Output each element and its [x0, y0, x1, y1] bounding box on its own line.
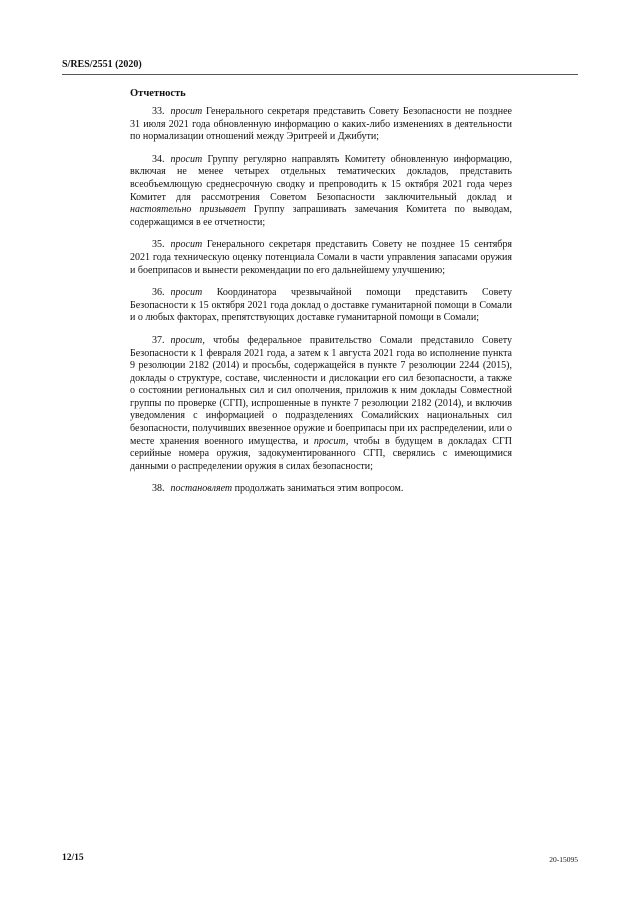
paragraph-text-continued: Группу запрашивать замечания Комитета по выводам, содержащимся в ее отчетности;	[130, 204, 512, 228]
paragraph-number: 34.	[152, 153, 165, 165]
paragraph-text: Генерального секретаря представить Совету не позднее 15 сентября 2021 года техническую оценку потенциала Сомали в части управления запасами оружия и боеприпасов и вынести рекомендации по его дальнейшему улучшению;	[130, 239, 512, 276]
operative-verb-secondary: настоятельно призывает	[130, 204, 246, 216]
body-text	[130, 106, 512, 506]
operative-verb: просит	[170, 106, 203, 117]
operative-verb: просит	[170, 287, 203, 299]
operative-verb: просит	[170, 153, 203, 165]
paragraph-34	[130, 154, 512, 230]
paragraph-number: 35.	[152, 239, 165, 251]
paragraph-text: чтобы федеральное правительство Сомали представило Совету Безопасности к 1 февраля 2021 года, а затем к 1 августа 2021 года во исполнение пункта 9 резолюции 2182 (2014) и просьбы, содержащейся в пункте 7 резолюции 2244 (2015), доклады о структуре, составе, численности и дислокации его сил безопасности, а также о состоянии региональных сил и сил ополчения, приложив к ним доклады Совместной группы по проверке (СГП), испрошенные в пункте 7 резолюции 2182 (2014), и включив уведомления с информацией о подразделениях Сомалийских национальных сил безопасности, получивших ввезенное оружие и боеприпасы при их распределении, или о месте хранения военного имущества, и	[130, 334, 512, 447]
operative-verb-secondary: просит,	[313, 435, 349, 447]
operative-verb: просит,	[170, 334, 205, 346]
paragraph-number: 33.	[152, 106, 165, 117]
section-title: Отчетность	[130, 88, 186, 99]
paragraph-text-continued: чтобы в будущем в докладах СГП серийные номера оружия, задокументированного СГП, сверялись с имеющимися данными о распределении оружия в силах безопасности;	[130, 435, 512, 472]
footer-document-code: 20-15095	[549, 855, 578, 864]
paragraph-37	[130, 335, 512, 474]
footer-page-number: 12/15	[62, 853, 84, 863]
paragraph-text: продолжать заниматься этим вопросом.	[232, 483, 404, 495]
paragraph-number: 38.	[152, 483, 165, 495]
paragraph-text: Координатора чрезвычайной помощи представить Совету Безопасности к 15 октября 2021 года доклад о доставке гуманитарной помощи в Сомали и о любых факторах, препятствующих доставке гуманитарной помощи в Сомали;	[130, 287, 512, 324]
header-symbol: S/RES/2551 (2020)	[62, 59, 142, 70]
paragraph-38	[130, 483, 512, 496]
paragraph-33	[130, 106, 512, 144]
paragraph-text: Группу регулярно направлять Комитету обновленную информацию, включая не менее четырех отдельных тематических докладов, представить всеобъемлющую среднесрочную сводку и препроводить к 15 октября 2021 года через Комитет для рассмотрения Советом Безопасности заключительный доклад и	[130, 153, 512, 203]
paragraph-number: 36.	[152, 287, 165, 299]
operative-verb: постановляет	[170, 483, 233, 495]
operative-verb: просит	[170, 239, 203, 251]
paragraph-36	[130, 287, 512, 325]
paragraph-number: 37.	[152, 334, 165, 346]
paragraph-text: Генерального секретаря представить Совету Безопасности не позднее 31 июля 2021 года обновленную информацию о каких-либо изменениях в деятельности по нормализации отношений между Эритреей и Джибути;	[130, 106, 512, 143]
paragraph-35	[130, 239, 512, 277]
header-rule	[62, 74, 578, 75]
